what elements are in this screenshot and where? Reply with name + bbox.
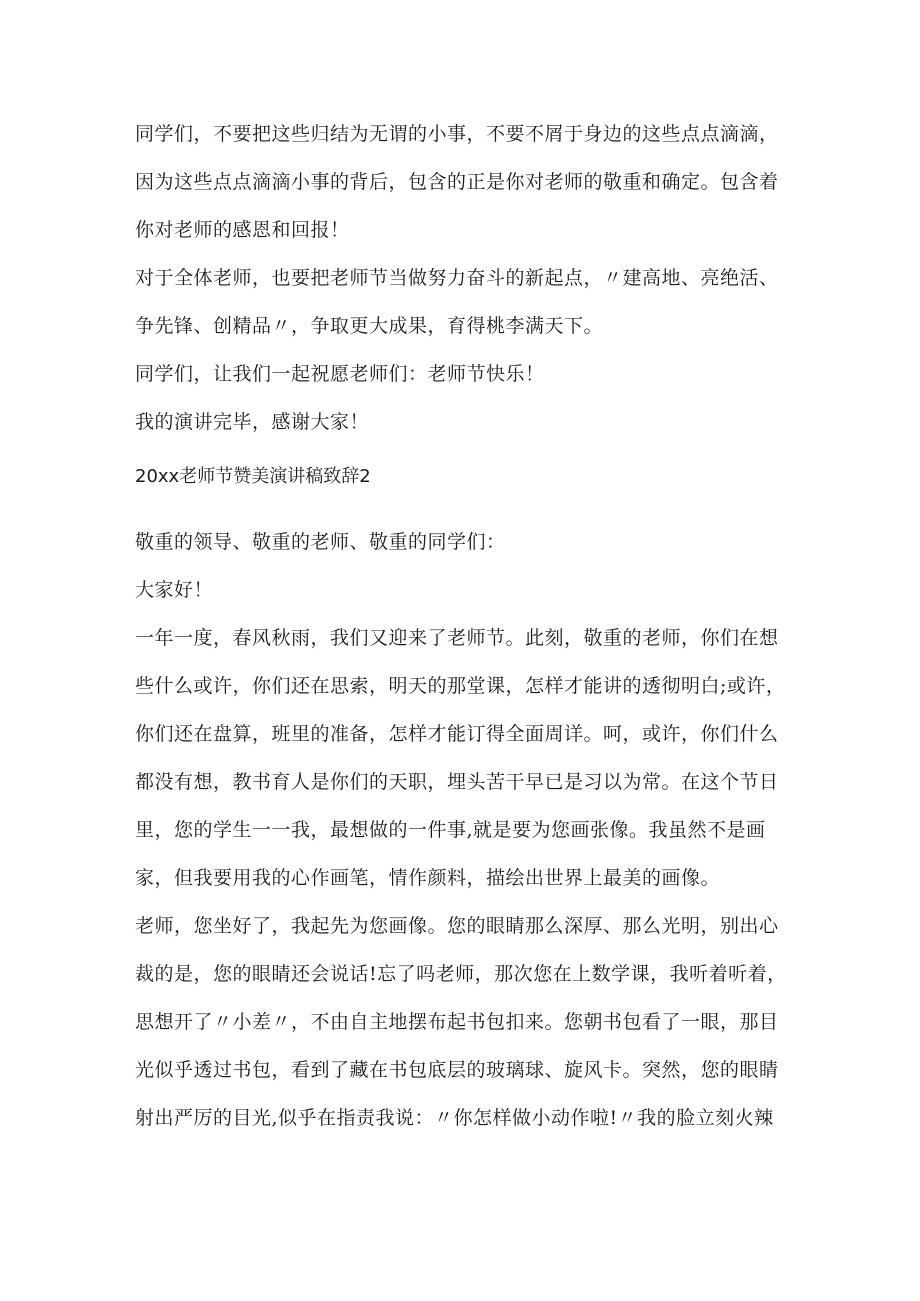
paragraph-2-line-1: 对于全体老师，也要把老师节当做努力奋斗的新起点，〃建高地、亮绝活、 <box>135 267 779 289</box>
paragraph-5-line-5: 里，您的学生一一我，最想做的一件事,就是要为您画张像。我虽然不是画 <box>135 819 766 841</box>
paragraph-5-line-2: 些什么或许，你们还在思索，明天的那堂课，怎样才能讲的透彻明白;或许， <box>135 675 786 697</box>
paragraph-3: 同学们，让我们一起祝愿老师们：老师节快乐！ <box>135 363 545 385</box>
paragraph-6-line-4: 光似乎透过书包，看到了藏在书包底层的玻璃球、旋风卡。突然，您的眼睛 <box>135 1059 779 1081</box>
paragraph-4: 我的演讲完毕，感谢大家！ <box>135 411 370 433</box>
paragraph-6-line-1: 老师，您坐好了，我起先为您画像。您的眼睛那么深厚、那么光明，别出心 <box>135 915 779 937</box>
paragraph-6-line-5: 射出严厉的目光,似乎在指责我说：〃你怎样做小动作啦!〃我的脸立刻火辣 <box>135 1107 774 1129</box>
salutation: 敬重的领导、敬重的老师、敬重的同学们： <box>135 531 506 553</box>
paragraph-1-line-2: 因为这些点点滴滴小事的背后，包含的正是你对老师的敬重和确定。包含着 <box>135 171 779 193</box>
paragraph-5-line-6: 家，但我要用我的心作画笔，情作颜料，描绘出世界上最美的画像。 <box>135 867 721 889</box>
paragraph-1-line-1: 同学们，不要把这些归结为无谓的小事，不要不屑于身边的这些点点滴滴， <box>135 123 779 145</box>
paragraph-5-line-3: 你们还在盘算，班里的准备，怎样才能订得全面周详。呵，或许，你们什么 <box>135 723 779 745</box>
section-title: 20xx老师节赞美演讲稿致辞2 <box>135 466 371 487</box>
greeting: 大家好！ <box>135 579 214 601</box>
paragraph-2-line-2: 争先锋、创精品〃，争取更大成果，育得桃李满天下。 <box>135 315 604 337</box>
paragraph-6-line-2: 裁的是，您的眼睛还会说话!忘了吗老师，那次您在上数学课，我听着听着， <box>135 963 787 985</box>
paragraph-1-line-3: 你对老师的感恩和回报！ <box>135 219 350 241</box>
paragraph-5-line-4: 都没有想，教书育人是你们的天职，埋头苦干早已是习以为常。在这个节日 <box>135 771 779 793</box>
paragraph-6-line-3: 思想开了〃小差〃，不由自主地摆布起书包扣来。您朝书包看了一眼，那目 <box>135 1011 779 1033</box>
paragraph-5-line-1: 一年一度，春风秋雨，我们又迎来了老师节。此刻，敬重的老师，你们在想 <box>135 627 779 649</box>
